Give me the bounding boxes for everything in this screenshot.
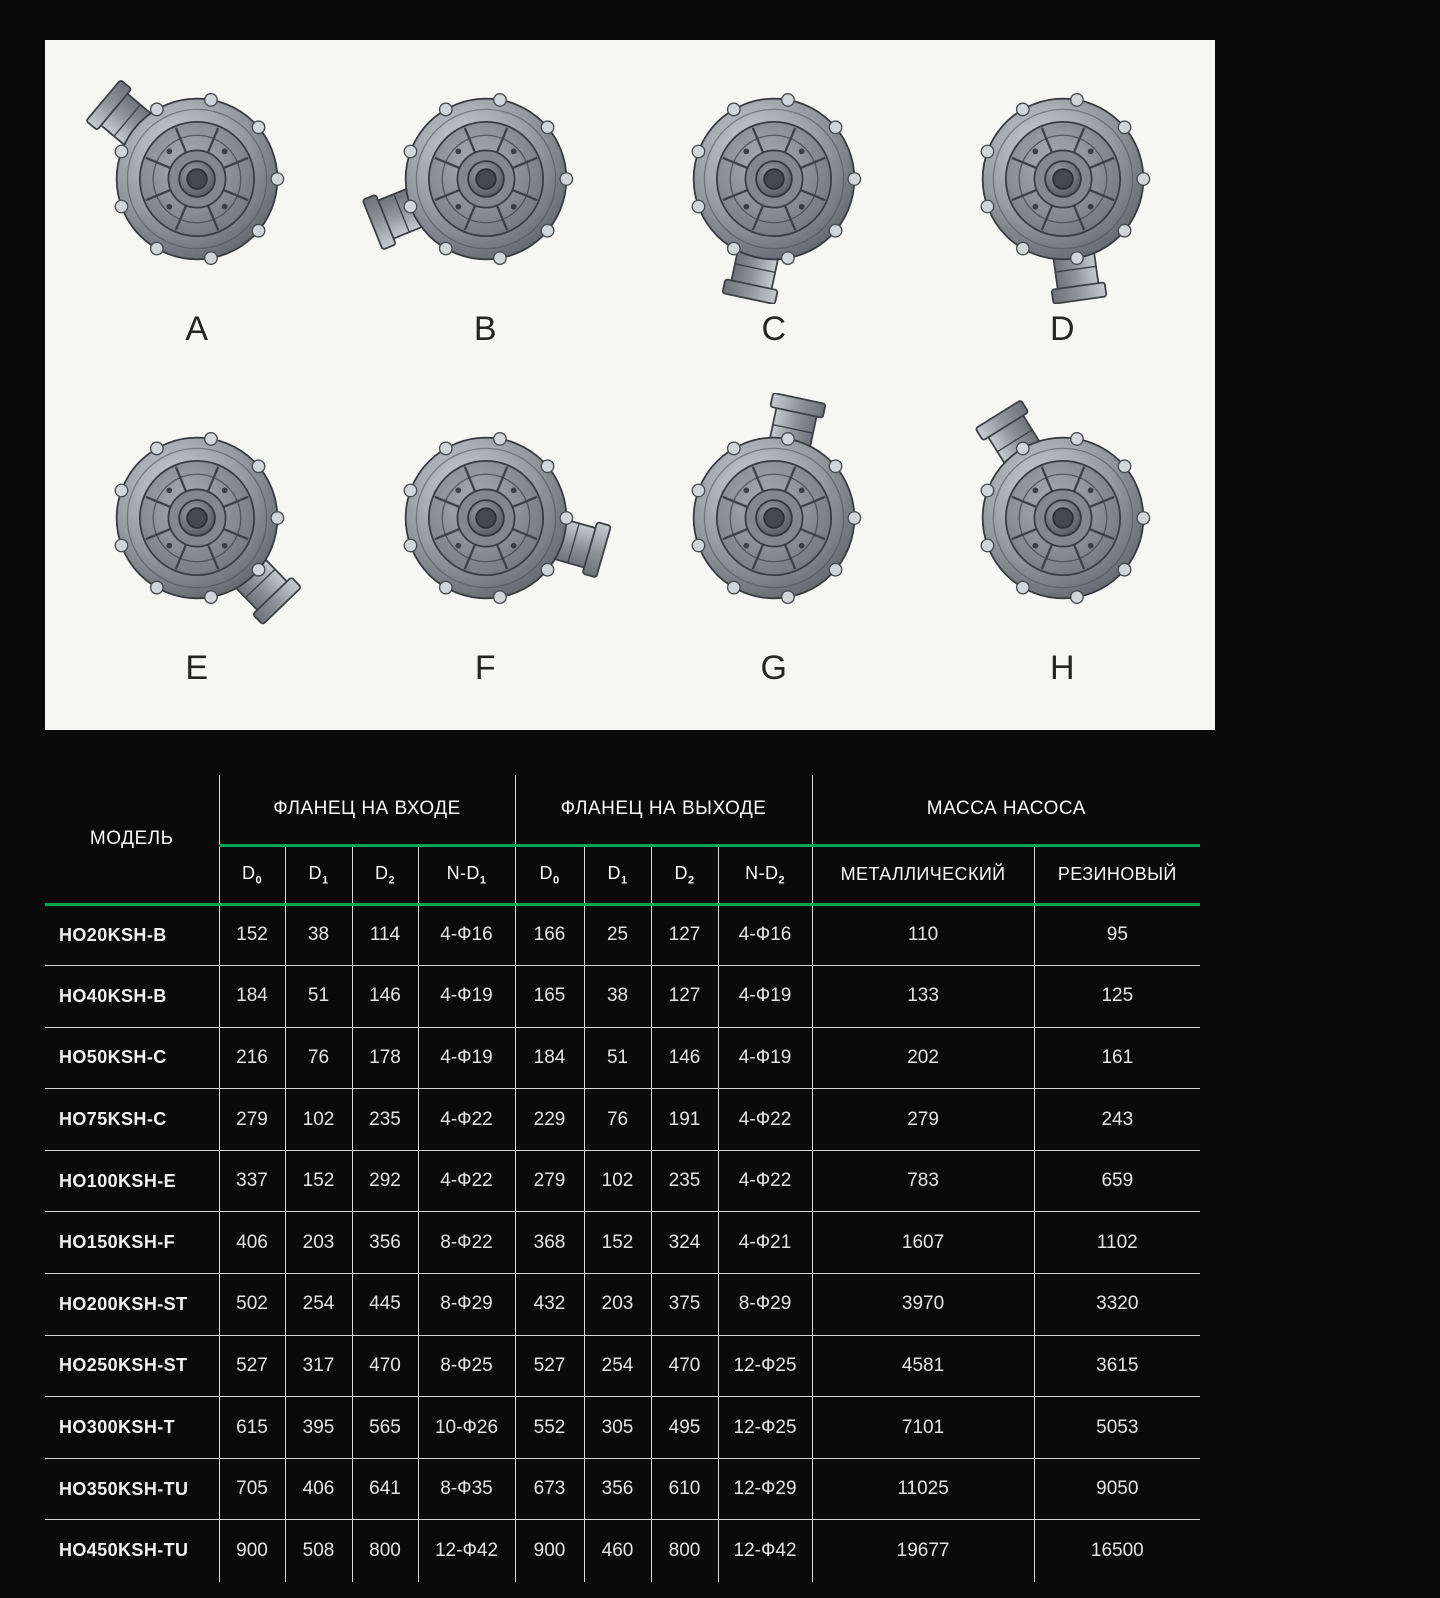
value-cell: 673 xyxy=(515,1458,584,1520)
model-cell: HO150KSH-F xyxy=(45,1212,219,1274)
subheader-outlet-d0: $D_0$ xyxy=(515,845,584,904)
subheader-outlet-nd2: $N-D_2$ xyxy=(718,845,812,904)
value-cell: 470 xyxy=(651,1335,718,1397)
value-cell: 502 xyxy=(219,1274,285,1336)
value-cell: 4-Ф16 xyxy=(718,904,812,966)
model-cell: HO350KSH-TU xyxy=(45,1458,219,1520)
pump-illustration xyxy=(649,393,899,643)
value-cell: 527 xyxy=(515,1335,584,1397)
value-cell: 38 xyxy=(584,966,651,1028)
table-row xyxy=(45,1212,1200,1274)
value-cell: 279 xyxy=(812,1089,1034,1151)
pump-variant-c xyxy=(630,54,919,391)
value-cell: 127 xyxy=(651,966,718,1028)
value-cell: 202 xyxy=(812,1027,1034,1089)
value-cell: 19677 xyxy=(812,1520,1034,1582)
value-cell: 125 xyxy=(1034,966,1200,1028)
value-cell: 8-Ф29 xyxy=(418,1274,515,1336)
pump-illustration xyxy=(72,54,322,304)
value-cell: 460 xyxy=(584,1520,651,1582)
model-cell: HO40KSH-B xyxy=(45,966,219,1028)
value-cell: 279 xyxy=(515,1150,584,1212)
value-cell: 166 xyxy=(515,904,584,966)
model-cell: HO75KSH-C xyxy=(45,1089,219,1151)
value-cell: 4-Ф22 xyxy=(718,1089,812,1151)
pump-illustration xyxy=(361,393,611,643)
value-cell: 4-Ф19 xyxy=(418,1027,515,1089)
subheader-outlet-d1: $D_1$ xyxy=(584,845,651,904)
table-row xyxy=(45,1089,1200,1151)
value-cell: 305 xyxy=(584,1397,651,1459)
pump-illustration xyxy=(938,393,1188,643)
value-cell: 783 xyxy=(812,1150,1034,1212)
pump-variant-label: E xyxy=(185,649,210,687)
value-cell: 229 xyxy=(515,1089,584,1151)
pump-variant-label: F xyxy=(474,649,497,687)
value-cell: 3320 xyxy=(1034,1274,1200,1336)
value-cell: 615 xyxy=(219,1397,285,1459)
value-cell: 102 xyxy=(285,1089,352,1151)
pump-variant-label: C xyxy=(761,310,788,348)
value-cell: 110 xyxy=(812,904,1034,966)
value-cell: 191 xyxy=(651,1089,718,1151)
value-cell: 800 xyxy=(651,1520,718,1582)
value-cell: 900 xyxy=(219,1520,285,1582)
value-cell: 8-Ф35 xyxy=(418,1458,515,1520)
value-cell: 495 xyxy=(651,1397,718,1459)
value-cell: 3970 xyxy=(812,1274,1034,1336)
value-cell: 4-Ф22 xyxy=(718,1150,812,1212)
header-inlet-flange: ФЛАНЕЦ НА ВХОДЕ xyxy=(219,775,515,845)
value-cell: 146 xyxy=(352,966,418,1028)
value-cell: 235 xyxy=(352,1089,418,1151)
pump-illustration xyxy=(72,393,322,643)
model-cell: HO50KSH-C xyxy=(45,1027,219,1089)
table-body xyxy=(45,904,1200,1582)
value-cell: 102 xyxy=(584,1150,651,1212)
value-cell: 184 xyxy=(219,966,285,1028)
pump-variant-h xyxy=(919,393,1208,730)
value-cell: 317 xyxy=(285,1335,352,1397)
subheader-inlet-d1: $D_1$ xyxy=(285,845,352,904)
table-row xyxy=(45,1150,1200,1212)
value-cell: 243 xyxy=(1034,1089,1200,1151)
value-cell: 12-Ф25 xyxy=(718,1397,812,1459)
value-cell: 4-Ф19 xyxy=(718,1027,812,1089)
table-row xyxy=(45,1335,1200,1397)
value-cell: 178 xyxy=(352,1027,418,1089)
value-cell: 146 xyxy=(651,1027,718,1089)
value-cell: 235 xyxy=(651,1150,718,1212)
value-cell: 4581 xyxy=(812,1335,1034,1397)
subheader-mass-metallic: МЕТАЛЛИЧЕСКИЙ xyxy=(812,845,1034,904)
table-row xyxy=(45,1027,1200,1089)
value-cell: 203 xyxy=(285,1212,352,1274)
value-cell: 12-Ф25 xyxy=(718,1335,812,1397)
value-cell: 4-Ф21 xyxy=(718,1212,812,1274)
value-cell: 610 xyxy=(651,1458,718,1520)
pump-variant-a xyxy=(53,54,342,391)
value-cell: 184 xyxy=(515,1027,584,1089)
value-cell: 254 xyxy=(285,1274,352,1336)
pump-illustration xyxy=(938,54,1188,304)
value-cell: 12-Ф29 xyxy=(718,1458,812,1520)
value-cell: 4-Ф19 xyxy=(418,966,515,1028)
pump-illustration xyxy=(649,54,899,304)
pump-variant-label: D xyxy=(1049,310,1076,348)
table-header-groups xyxy=(45,775,1200,845)
pump-figure-panel xyxy=(45,40,1215,730)
value-cell: 527 xyxy=(219,1335,285,1397)
value-cell: 395 xyxy=(285,1397,352,1459)
value-cell: 10-Ф26 xyxy=(418,1397,515,1459)
value-cell: 1607 xyxy=(812,1212,1034,1274)
pump-variant-e xyxy=(53,393,342,730)
value-cell: 12-Ф42 xyxy=(418,1520,515,1582)
subheader-inlet-nd1: $N-D_1$ xyxy=(418,845,515,904)
value-cell: 406 xyxy=(219,1212,285,1274)
value-cell: 565 xyxy=(352,1397,418,1459)
value-cell: 659 xyxy=(1034,1150,1200,1212)
header-pump-mass: МАССА НАСОСА xyxy=(812,775,1200,845)
value-cell: 4-Ф16 xyxy=(418,904,515,966)
value-cell: 95 xyxy=(1034,904,1200,966)
subheader-inlet-d0: $D_0$ xyxy=(219,845,285,904)
value-cell: 641 xyxy=(352,1458,418,1520)
value-cell: 152 xyxy=(285,1150,352,1212)
model-cell: HO100KSH-E xyxy=(45,1150,219,1212)
value-cell: 406 xyxy=(285,1458,352,1520)
value-cell: 12-Ф42 xyxy=(718,1520,812,1582)
value-cell: 1102 xyxy=(1034,1212,1200,1274)
value-cell: 5053 xyxy=(1034,1397,1200,1459)
subheader-mass-rubber: РЕЗИНОВЫЙ xyxy=(1034,845,1200,904)
table-row xyxy=(45,904,1200,966)
value-cell: 25 xyxy=(584,904,651,966)
table-row xyxy=(45,1274,1200,1336)
value-cell: 292 xyxy=(352,1150,418,1212)
value-cell: 705 xyxy=(219,1458,285,1520)
value-cell: 7101 xyxy=(812,1397,1034,1459)
model-cell: HO250KSH-ST xyxy=(45,1335,219,1397)
value-cell: 8-Ф29 xyxy=(718,1274,812,1336)
value-cell: 152 xyxy=(219,904,285,966)
pump-variant-label: G xyxy=(760,649,788,687)
value-cell: 203 xyxy=(584,1274,651,1336)
table-row xyxy=(45,1520,1200,1582)
value-cell: 76 xyxy=(285,1027,352,1089)
subheader-outlet-d2: $D_2$ xyxy=(651,845,718,904)
value-cell: 356 xyxy=(352,1212,418,1274)
pump-variant-g xyxy=(630,393,919,730)
pump-dimensions-table xyxy=(45,775,1200,1582)
value-cell: 114 xyxy=(352,904,418,966)
value-cell: 4-Ф22 xyxy=(418,1150,515,1212)
value-cell: 337 xyxy=(219,1150,285,1212)
value-cell: 9050 xyxy=(1034,1458,1200,1520)
value-cell: 3615 xyxy=(1034,1335,1200,1397)
value-cell: 445 xyxy=(352,1274,418,1336)
subheader-inlet-d2: $D_2$ xyxy=(352,845,418,904)
pump-illustration xyxy=(361,54,611,304)
table-row xyxy=(45,1397,1200,1459)
value-cell: 11025 xyxy=(812,1458,1034,1520)
value-cell: 324 xyxy=(651,1212,718,1274)
table-header-subcolumns xyxy=(45,845,1200,904)
table-row xyxy=(45,966,1200,1028)
pump-figure-grid xyxy=(45,40,1215,730)
pump-variant-b xyxy=(342,54,631,391)
value-cell: 16500 xyxy=(1034,1520,1200,1582)
value-cell: 8-Ф25 xyxy=(418,1335,515,1397)
value-cell: 152 xyxy=(584,1212,651,1274)
value-cell: 51 xyxy=(285,966,352,1028)
value-cell: 4-Ф22 xyxy=(418,1089,515,1151)
value-cell: 161 xyxy=(1034,1027,1200,1089)
value-cell: 165 xyxy=(515,966,584,1028)
value-cell: 432 xyxy=(515,1274,584,1336)
table-row xyxy=(45,1458,1200,1520)
value-cell: 38 xyxy=(285,904,352,966)
value-cell: 216 xyxy=(219,1027,285,1089)
value-cell: 356 xyxy=(584,1458,651,1520)
value-cell: 552 xyxy=(515,1397,584,1459)
value-cell: 900 xyxy=(515,1520,584,1582)
pump-variant-label: H xyxy=(1049,649,1076,687)
header-model: МОДЕЛЬ xyxy=(45,775,219,904)
pump-variant-label: B xyxy=(473,310,498,348)
pump-variant-f xyxy=(342,393,631,730)
value-cell: 375 xyxy=(651,1274,718,1336)
value-cell: 8-Ф22 xyxy=(418,1212,515,1274)
value-cell: 76 xyxy=(584,1089,651,1151)
pump-variant-d xyxy=(919,54,1208,391)
value-cell: 368 xyxy=(515,1212,584,1274)
value-cell: 4-Ф19 xyxy=(718,966,812,1028)
model-cell: HO450KSH-TU xyxy=(45,1520,219,1582)
header-outlet-flange: ФЛАНЕЦ НА ВЫХОДЕ xyxy=(515,775,812,845)
model-cell: HO300KSH-T xyxy=(45,1397,219,1459)
value-cell: 279 xyxy=(219,1089,285,1151)
value-cell: 508 xyxy=(285,1520,352,1582)
pump-variant-label: A xyxy=(185,310,210,348)
model-cell: HO20KSH-B xyxy=(45,904,219,966)
value-cell: 800 xyxy=(352,1520,418,1582)
value-cell: 133 xyxy=(812,966,1034,1028)
value-cell: 254 xyxy=(584,1335,651,1397)
value-cell: 51 xyxy=(584,1027,651,1089)
model-cell: HO200KSH-ST xyxy=(45,1274,219,1336)
value-cell: 470 xyxy=(352,1335,418,1397)
value-cell: 127 xyxy=(651,904,718,966)
